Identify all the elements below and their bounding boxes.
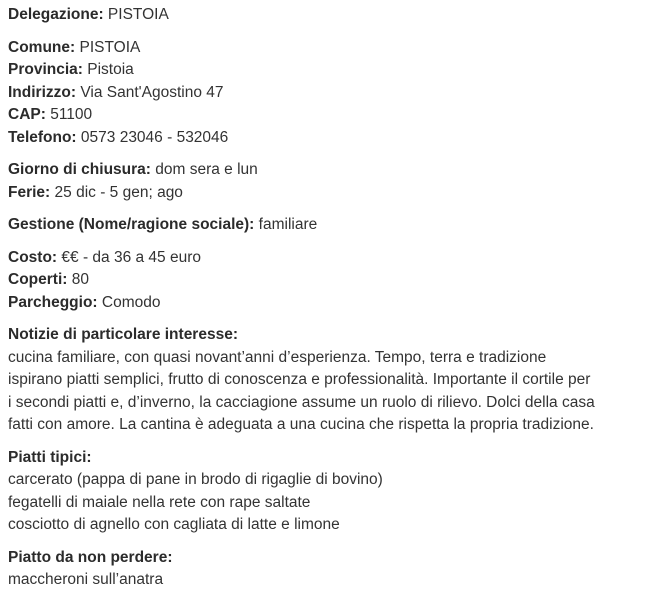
cap-row [8,104,644,127]
indirizzo-value: Via Sant'Agostino 47 [80,83,224,101]
piatto-da-non-perdere-value: maccheroni sull’anatra [8,571,164,588]
provincia-label: Provincia: [8,61,83,78]
costo-value: €€ - da 36 a 45 euro [61,248,201,266]
piatto-da-non-perdere-label: Piatto da non perdere: [8,548,173,566]
notizie-label: Notizie di particolare interesse: [8,326,238,343]
provincia-value: Pistoia [87,61,134,78]
piatti-tipici-section [8,447,644,537]
piatto-da-non-perdere-section [8,547,644,592]
telefono-value: 0573 23046 - 532046 [80,128,229,146]
ferie-row [8,182,644,205]
gestione-label: Gestione (Nome/ragione sociale): [8,216,255,233]
parcheggio-label: Parcheggio: [8,293,98,311]
giorno-chiusura-label: Giorno di chiusura: [8,161,151,178]
giorno-chiusura-row [8,159,644,182]
gestione-section [8,214,644,237]
coperti-value: 80 [71,271,89,288]
indirizzo-label: Indirizzo: [8,83,77,101]
costo-label: Costo: [8,248,58,266]
parcheggio-value: Comodo [101,293,161,311]
address-section [8,37,644,150]
parcheggio-row [8,292,644,315]
coperti-label: Coperti: [8,271,68,288]
ferie-label: Ferie: [8,183,51,201]
piatto-tipico-item: cosciotto di agnello con cagliata di latte e limone [8,516,340,533]
notizie-section [8,324,644,437]
notizie-line: cucina familiare, con quasi novant’anni d’esperienza. Tempo, terra e tradizione [8,348,547,366]
telefono-row [8,127,644,150]
delegation-label: Delegazione: [8,6,104,23]
delegation-value: PISTOIA [107,6,169,23]
indirizzo-row [8,82,644,105]
piatti-tipici-label: Piatti tipici: [8,448,92,466]
provincia-row [8,59,644,82]
costo-row [8,247,644,270]
cap-label: CAP: [8,106,46,123]
comune-row [8,37,644,60]
piatto-tipico-item: fegatelli di maiale nella rete con rape saltate [8,493,311,511]
piatto-tipico-item: carcerato (pappa di pane in brodo di rigaglie di bovino) [8,471,383,488]
telefono-label: Telefono: [8,128,77,146]
gestione-row [8,214,644,237]
comune-label: Comune: [8,38,76,56]
closing-section [8,159,644,204]
ferie-value: 25 dic - 5 gen; ago [54,183,183,201]
cap-value: 51100 [50,106,93,123]
delegation-row [8,4,644,27]
giorno-chiusura-value: dom sera e lun [155,161,258,178]
notizie-line: fatti con amore. La cantina è adeguata a una cucina che rispetta la propria tradizione. [8,416,594,433]
details-section [8,247,644,315]
comune-value: PISTOIA [79,38,141,56]
notizie-line: ispirano piatti semplici, frutto di conoscenza e professionalità. Importante il cortile per [8,371,591,388]
gestione-value: familiare [258,216,318,233]
notizie-line: i secondi piatti e, d’inverno, la cacciagione assume un ruolo di rilievo. Dolci della casa [8,393,595,411]
delegation-section [8,4,644,27]
coperti-row [8,269,644,292]
